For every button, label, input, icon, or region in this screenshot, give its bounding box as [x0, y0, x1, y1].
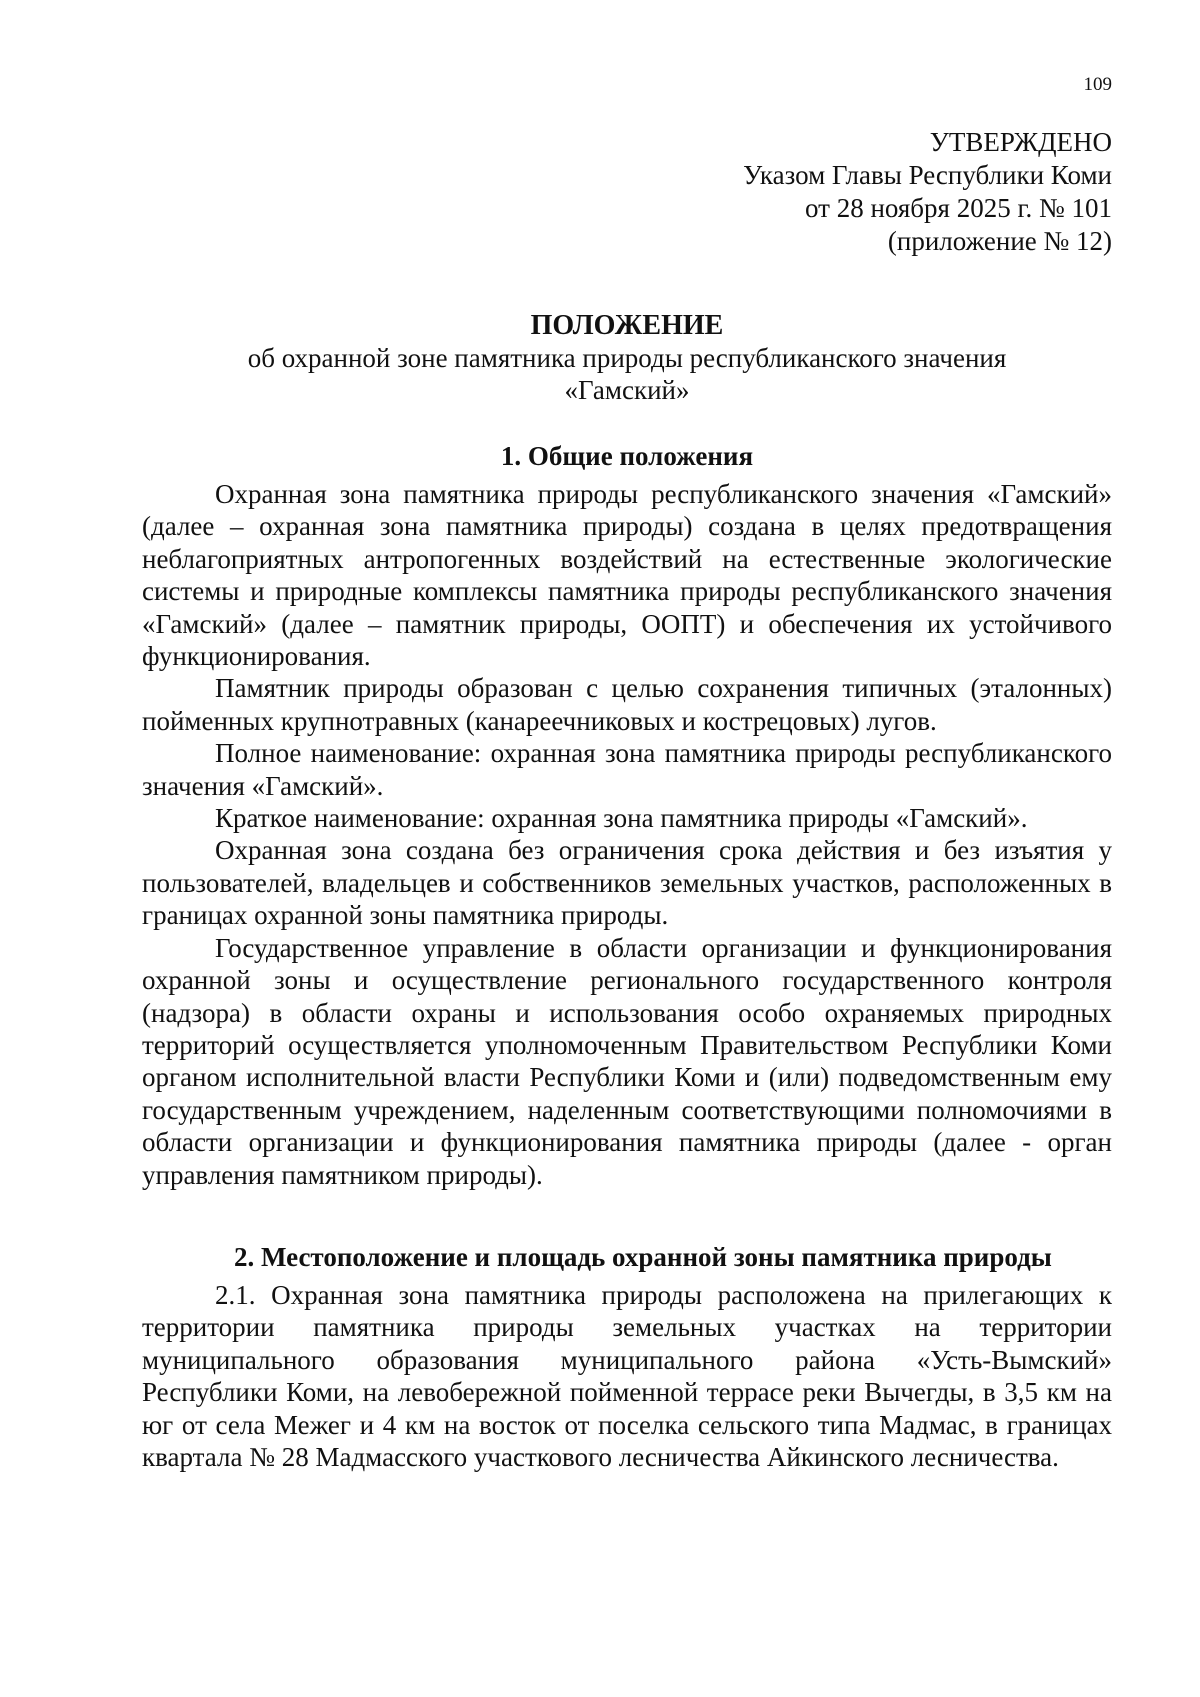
section-1-paragraph: Охранная зона создана без ограничения срока действия и без изъятия у пользователей, владельцев и собственников земельных участков, расположенных в границах охранной зоны памятника природы.	[142, 835, 1112, 931]
page-number: 109	[1083, 74, 1112, 95]
document-subtitle-line-1: об охранной зоне памятника природы республиканского значения	[247, 343, 1007, 373]
section-1-paragraph: Полное наименование: охранная зона памятника природы республиканского значения «Гамский».	[142, 738, 1112, 801]
approval-line-approved: УТВЕРЖДЕНО	[929, 127, 1112, 157]
document-title-block	[142, 310, 1112, 406]
section-1-paragraph: Охранная зона памятника природы республиканского значения «Гамский» (далее – охранная зона памятника природы) создана в целях предотвращения неблагоприятных антропогенных воздействий на естественные экологические системы и природные комплексы памятника природы республиканского значения «Гамский» (далее – памятник природы, ООПТ) и обеспечения их устойчивого функционирования.	[142, 479, 1112, 672]
section-1-paragraph: Краткое наименование: охранная зона памятника природы «Гамский».	[215, 803, 1028, 834]
approval-stamp-block	[743, 126, 1112, 258]
section-location-and-area	[142, 1241, 1112, 1473]
section-1-paragraph: Памятник природы образован с целью сохранения типичных (эталонных) пойменных крупнотравных (канареечниковых и кострецовых) лугов.	[142, 673, 1112, 736]
section-2-heading: 2. Местоположение и площадь охранной зоны памятника природы	[234, 1242, 1052, 1272]
approval-line-appendix: (приложение № 12)	[887, 226, 1112, 256]
section-1-paragraph: Государственное управление в области организации и функционирования охранной зоны и осуществление регионального государственного контроля (надзора) в области охраны и использования особо охраняемых природных территорий осуществляется уполномоченным Правительством Республики Коми органом исполнительной власти Республики Коми и (или) подведомственным ему государственным учреждением, наделенным соответствующими полномочиями в области организации и функционирования памятника природы (далее - орган управления памятником природы).	[142, 932, 1112, 1190]
section-1-heading: 1. Общие положения	[500, 441, 754, 471]
approval-line-date: от 28 ноября 2025 г. № 101	[805, 193, 1112, 223]
section-general-provisions	[142, 440, 1112, 1191]
document-subtitle-line-2: «Гамский»	[564, 375, 690, 405]
approval-line-decree: Указом Главы Республики Коми	[743, 160, 1112, 190]
section-2-paragraph: 2.1. Охранная зона памятника природы расположена на прилегающих к территории памятника природы земельных участках на территории муниципального образования муниципального района «Усть-Вымский» Республики Коми, на левобережной пойменной террасе реки Вычегды, в 3,5 км на юг от села Межег и 4 км на восток от поселка сельского типа Мадмас, в границах квартала № 28 Мадмасского участкового лесничества Айкинского лесничества.	[142, 1280, 1112, 1473]
document-title: ПОЛОЖЕНИЕ	[530, 310, 724, 341]
